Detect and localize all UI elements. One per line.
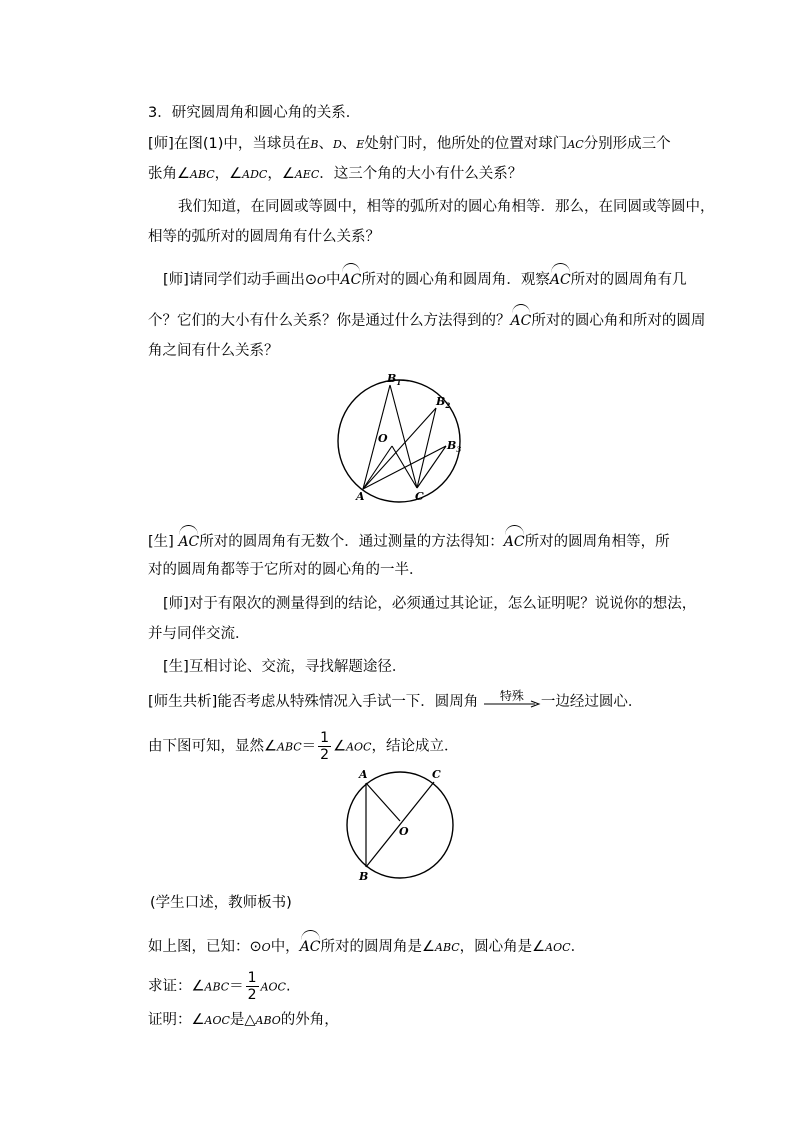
var-d: D xyxy=(332,138,342,151)
var-aoc: AOC xyxy=(204,1014,230,1027)
text: ，∠ xyxy=(267,166,295,182)
segment-b2-c xyxy=(417,408,436,488)
text: [师]对于有限次的测量得到的结论，必须通过其论证，怎么证明呢？说说你的想法， xyxy=(163,596,697,612)
arc-ac: AC xyxy=(511,309,532,331)
fraction-half: $\frac{1}{2}$ xyxy=(247,970,257,1003)
text: ，结论成立． xyxy=(371,738,459,755)
label-c: C xyxy=(415,490,424,503)
note-line xyxy=(150,893,292,913)
teacher-question-line-1 xyxy=(148,134,671,155)
teacher-instruction-line-2 xyxy=(148,309,705,331)
arrow-label: 特殊 xyxy=(499,689,524,703)
teacher-instruction-line-3 xyxy=(148,341,279,361)
text: 对的圆周角都等于它所对的圆心角的一半． xyxy=(148,562,424,578)
var-ac: AC xyxy=(567,138,584,151)
text: 角之间有什么关系？ xyxy=(148,343,279,359)
text: ，∠ xyxy=(214,166,243,182)
text: 所对的圆周角相等，所 xyxy=(524,534,670,550)
text: ． xyxy=(570,939,586,955)
var-abc: ABC xyxy=(277,740,302,754)
figure-diameter-case xyxy=(340,763,465,885)
arc-ac: AC xyxy=(300,935,321,957)
text: 是△ xyxy=(229,1012,256,1028)
text: 所对的圆周角有无数个．通过测量的方法得知： xyxy=(199,534,504,550)
segment-o-a xyxy=(363,446,392,489)
text: ，圆心角是∠ xyxy=(459,939,546,955)
section-heading-text: 3．研究圆周角和圆心角的关系． xyxy=(148,105,361,121)
text: 张角∠ xyxy=(148,166,190,182)
given-line xyxy=(148,935,585,958)
text: [师]在图(1)中，当球员在 xyxy=(148,136,311,152)
text: 中 xyxy=(326,272,341,288)
text: 个？它们的大小有什么关系？你是通过什么方法得到的？ xyxy=(148,313,511,329)
var-b: B xyxy=(310,138,319,151)
var-aoc: AOC xyxy=(545,941,571,954)
text: [生]互相讨论、交流，寻找解题途径． xyxy=(163,659,407,675)
var-adc: ADC xyxy=(242,168,268,181)
student-answer-line-1 xyxy=(148,530,670,552)
text: . xyxy=(285,978,291,995)
paragraph-line xyxy=(178,197,715,217)
label-b3: $B_3$ xyxy=(447,439,462,454)
var-o: O xyxy=(261,941,271,954)
text: 中， xyxy=(270,939,300,955)
text: 相等的弧所对的圆周角有什么关系？ xyxy=(148,229,380,245)
segment-b3-c xyxy=(417,446,446,488)
text: [生] xyxy=(148,534,174,550)
text: 如上图，已知：⊙ xyxy=(148,939,262,955)
arc-ac: AC xyxy=(504,530,525,552)
var-abc: ABC xyxy=(204,980,230,994)
special-case-arrow xyxy=(483,689,541,712)
var-aoc: AOC xyxy=(346,740,372,754)
text: (学生口述，教师板书) xyxy=(150,895,292,911)
text: 证明：∠ xyxy=(148,1012,205,1028)
text: 我们知道，在同圆或等圆中，相等的弧所对的圆心角相等．那么，在同圆或等圆中， xyxy=(178,199,715,215)
text: 并与同伴交流． xyxy=(148,626,250,642)
arc-ac: AC xyxy=(550,268,571,290)
text: ＝ xyxy=(229,978,244,995)
text: 所对的圆周角有几 xyxy=(570,272,687,288)
text: ．这三个角的大小有什么关系？ xyxy=(319,166,523,182)
segment-o-c xyxy=(392,446,417,488)
var-abc: ABC xyxy=(435,941,460,954)
label-a: A xyxy=(356,490,365,503)
text: ∠ xyxy=(333,738,347,755)
label-c: C xyxy=(432,768,441,781)
var-e: E xyxy=(356,138,365,151)
text: [师]请同学们动手画出⊙ xyxy=(163,272,317,288)
section-heading xyxy=(148,103,360,123)
label-o: O xyxy=(378,432,388,445)
teacher-instruction-line-1 xyxy=(163,268,687,291)
proof-line xyxy=(148,1010,339,1031)
figure-inscribed-angles xyxy=(320,370,480,505)
label-b: B xyxy=(359,870,369,883)
label-a: A xyxy=(359,768,368,781)
text: 所对的圆心角和所对的圆周 xyxy=(531,313,706,329)
fraction-half: $\frac{1}{2}$ xyxy=(320,730,330,763)
paragraph-line xyxy=(148,227,380,247)
var-aoc: AOC xyxy=(260,980,286,994)
text: 、 xyxy=(318,136,333,152)
var-aec: AEC xyxy=(294,168,320,181)
joint-analysis xyxy=(148,689,643,712)
arc-ac: AC xyxy=(341,268,362,290)
var-abo: ABO xyxy=(255,1014,281,1027)
var-abc: ABC xyxy=(190,168,215,181)
text: [师生共析]能否考虑从特殊情况入手试一下．圆周角 xyxy=(148,694,479,710)
text: ＝ xyxy=(301,738,317,755)
text: 、 xyxy=(341,136,357,152)
var-o: O xyxy=(316,274,326,287)
text: 的外角， xyxy=(280,1012,339,1028)
arc-ac: AC xyxy=(178,530,199,552)
teacher-prompt-line-2 xyxy=(148,624,250,644)
label-o: O xyxy=(399,825,409,838)
label-b1: $B_1$ xyxy=(387,372,402,387)
text: 处射门时，他所处的位置对球门 xyxy=(364,136,568,152)
text: 一边经过圆心． xyxy=(540,694,643,710)
text: 所对的圆心角和圆周角．观察 xyxy=(361,272,550,288)
text: 分别形成三个 xyxy=(583,136,671,152)
prove-line xyxy=(148,970,291,1003)
student-answer-line-2 xyxy=(148,560,424,580)
student-discussion xyxy=(163,657,406,677)
label-b2: $B_2$ xyxy=(436,395,451,410)
conclusion-line xyxy=(148,730,458,763)
text: 求证：∠ xyxy=(148,978,205,995)
teacher-question-line-2 xyxy=(148,164,522,185)
text: 所对的圆周角是∠ xyxy=(320,939,436,955)
segment-a-o xyxy=(366,783,400,821)
teacher-prompt-line-1 xyxy=(163,594,696,614)
text: 由下图可知，显然∠ xyxy=(148,738,277,755)
